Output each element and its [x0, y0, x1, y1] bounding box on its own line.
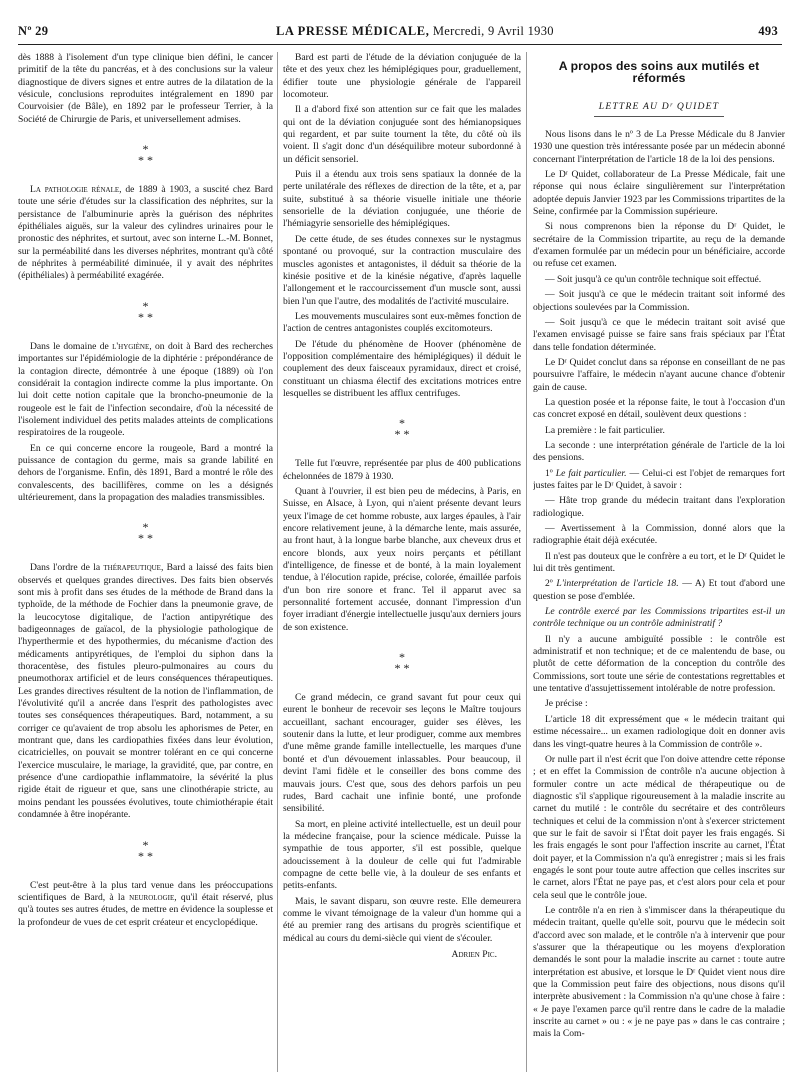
paragraph: Si nous comprenons bien la réponse du Dʳ Quidet, le secrétaire de la Commission tripartite, au reçu de la demande d'examen formulée par un médecin pour un bénéficiaire, accorde ou refuse cet examen. — [533, 221, 785, 270]
paragraph: Le contrôle exercé par les Commissions tripartites est-il un contrôle technique ou un contrôle administratif ? — [533, 606, 785, 630]
paragraph: Le contrôle n'a en rien à s'immiscer dans la thérapeutique du médecin traitant, quelle qu'elle soit, pourvu que le médecin soit d'accord avec son malade, et le contrôle n'a à intervenir que pour s'assurer que la thérapeutique ou les moyens d'exploration demandés le sont pour la maladie inscrite au carnet : toute autre interprétation est abusive, et lorsque le Dʳ Quidet vient nous dire que la Commission peut faire des objections, nous disons qu'il interprète abusivement : la Commission n'a qu'une chose à faire : « Je paye l'examen parce qu'il rentre dans le cadre de la maladie inscrite au carnet » ou : « je ne paye pas » dans le cas contraire ; mais la Com- — [533, 904, 785, 1040]
paragraph: L'article 18 dit expressément que « le médecin traitant qui estime nécessaire... un examen radiologique doit en donner avis dans les vingt-quatre heures à la Commission de contrôle ». — [533, 713, 785, 750]
paragraph — [18, 562, 273, 821]
section-stars: * * * — [138, 142, 153, 168]
paragraph: Je précise : — [545, 698, 588, 710]
paragraph: dès 1888 à l'isolement d'un type clinique bien défini, le cancer primitif de la tête du pancréas, et à des conclusions sur la valeur diagnostique de divers signes et entre autres de la dilatation de la vésicule, conclusions reproduites intégralement en 1890 par Courvoisier (de Bâle), en 1892 par le professeur Terrier, à la Société de Chirurgie de Paris, et universellement admises. — [18, 52, 273, 125]
column-rule — [526, 52, 527, 1072]
paragraph-text: 2º — [545, 578, 557, 590]
paragraph: Ce grand médecin, ce grand savant fut pour ceux qui eurent le bonheur de recevoir ses leçons le Maître toujours accueillant, sachant encourager, guider ses élèves, les soutenir dans la lutte, et leur prodiguer, comme aux membres d'une même grande famille intellectuelle, les marques d'une bonté et d'un dévouement inlassables. Pour beaucoup, il devint l'ami fidèle et le conseiller des bons comme des mauvais jours. C'est que, sous des dehors parfois un peu rudes, Bard cachait une infinie bonté, une profonde sensibilité. — [283, 692, 521, 815]
paragraph: Nous lisons dans le nº 3 de La Presse Médicale du 8 Janvier 1930 une question très intéressante posée par un médecin abonné concernant l'interprétation de l'article 18 de la loi des pensions. — [533, 129, 785, 165]
list-item: — Soit jusqu'à ce que le médecin traitant soit informé des objections soulevées par la Commission. — [533, 289, 785, 313]
paper-name: LA PRESSE MÉDICALE, — [276, 24, 430, 38]
section-stars: * * * — [394, 650, 410, 676]
paragraph: Il a d'abord fixé son attention sur ce fait que les malades qui ont de la déviation conjuguée sont des hémianopsiques qui regardent, et par suite tournent la tête, du côté où ils voient. Il s'agit donc d'un déséquilibre moteur subordonné à un déficit sensoriel. — [283, 104, 521, 165]
paragraph — [18, 880, 273, 929]
section-head: thérapeutique, — [103, 562, 164, 574]
paragraph-text: 1º — [545, 467, 556, 479]
section-head: l'hygiène, — [112, 340, 152, 352]
section-head: La pathologie rénale, — [30, 184, 122, 196]
paragraph: Mais, le savant disparu, son œuvre reste. Elle demeurera comme le vivant témoignage de la valeur d'un homme qui a été au premier rang des artisans du progrès scientifique et médical au cours du demi-siècle qui vient de s'écouler. — [283, 895, 521, 944]
paragraph-text: C'est peut-être à la plus tard venue dans les préoccupations scientifiques de Bard, à la — [18, 879, 273, 903]
section-stars: * * * — [138, 837, 153, 863]
paragraph-text: Bard a laissé des faits bien observés et quelques grandes directives. Des faits bien observés sont mis à profit dans ses études de la méthode de Brand dans la typhoïde, de la méthode de Fochier dans la pneumonie grave, de la leucocytose digitalique, de l'action antipyrétique des badigeonnages de gaïacol, de la physiologie pathologique de l'hyperthermie et des hypothermies, du mécanisme d'action des médicaments antipyrétiques, de l'emploi du siphon dans la thoracentèse, des fistules pleuro-pulmonaires au cours du pneumothorax artificiel et de leurs conséquences thérapeutiques. Les grandes directives résultent de la notion de l'inflammation, de l'évolutivité qu'il a ancrée dans l'esprit des pathologistes avec toutes ses conséquences thérapeutiques. Bard, notamment, a su corriger ce qu'avaient de trop absolu les aphorismes de Peter, en montrant que, dans les cardiopathies fixées dans leur évolution, cicatricielles, on pouvait se montrer tolérant en ce qui concerne l'exercice musculaire, le mariage, la gravidité, que, par contre, en présence d'une cardiopathie inflammatoire, la sévérité la plus rigide était de rigueur et que, sans une clinothérapie stricte, au moins pendant les poussées évolutives, toute chimiothérapie était condamnée à être inopérante. — [18, 562, 273, 821]
list-item: — Soit jusqu'à ce que le médecin traitant soit avisé que l'examen envisagé puisse se faire sans frais spéciaux par l'État dans telle fondation déterminée. — [533, 316, 785, 353]
subtitle-text: LETTRE AU Dʳ QUIDET — [598, 100, 720, 112]
section-stars: * * * — [394, 416, 410, 442]
column-2 — [283, 52, 521, 1076]
paragraph: Il n'est pas douteux que le confrère a eu tort, et le Dʳ Quidet le lui dit très gentiment. — [533, 550, 785, 575]
column-1 — [18, 52, 273, 1076]
paragraph-text: on doit à Bard des recherches importantes sur l'épidémiologie de la diphtérie : prépondérance de la contagion directe, démontrée à une époque (1889) où l'on considérait la contagion indirecte comme la plus importante. On lui doit cette notion capitale que la broncho-pneumonie de la rougeole est le fait de l'infection secondaire, d'où la nécessité de l'isolement individuel des petits malades atteints de complications respiratoires de la rougeole. — [18, 340, 273, 439]
paragraph: La première : le fait particulier. — [545, 424, 665, 436]
issue-number: Nº 29 — [18, 24, 49, 38]
italic-head: L'interprétation de l'article 18. — [556, 578, 679, 590]
issue-date: Mercredi, 9 Avril 1930 — [432, 24, 554, 38]
column-rule — [277, 52, 278, 1072]
paragraph: Le Dʳ Quidet, collaborateur de La Presse Médicale, fait une réponse qui nous éclaire singulièrement sur l'interprétation adoptée depuis Janvier 1923 par les Commissions tripartites de la Seine, confirmée par la Commission supérieure. — [533, 169, 785, 218]
list-item: — Avertissement à la Commission, donné alors que la radiographie était déjà exécutée. — [533, 523, 785, 547]
paragraph-text: de 1889 à 1903, a suscité chez Bard toute une série d'études sur la classification des néphrites, sur la persistance de l'albuminurie après la guérison des néphrites épithéliales aiguës, sur la valeur des cylindres urinaires pour le pronostic des néphrites, et surtout, avec son interne L.-M. Bonnet, sur la perméabilité dans les diverses néphrites, montrant qu'à côté de néphrites à perméabilité diminuée, il y avait des néphrites (épithéliales) à perméabilité exagérée. — [18, 184, 273, 282]
paragraph — [533, 468, 785, 493]
paragraph — [533, 578, 785, 603]
paragraph: La seconde : une interprétation générale de l'article de la loi des pensions. — [533, 439, 785, 464]
paragraph: Telle fut l'œuvre, représentée par plus de 400 publications échelonnées de 1879 à 1930. — [283, 458, 521, 482]
paragraph-text: qu'il était réservé, plus qu'à toutes ses autres études, de mettre en évidence la souplesse et la profondeur de vues de cet esprit créateur et encyclopédique. — [18, 891, 273, 928]
paragraph — [18, 184, 273, 283]
paragraph: Bard est parti de l'étude de la déviation conjuguée de la tête et des yeux chez les hémiplégiques pour, graduellement, édifier toute une physiologie générale de l'appareil locomoteur. — [283, 52, 521, 101]
subtitle-rule — [594, 116, 724, 117]
paragraph-text: Dans l'ordre de la — [30, 562, 104, 574]
list-item: — Soit jusqu'à ce qu'un contrôle technique soit effectué. — [545, 273, 762, 285]
paragraph: De cette étude, de ses études connexes sur le nystagmus spontané ou provoqué, sur la contraction musculaire des muscles agonistes et antagonistes, il déduit sa théorie de la kinésie positive et de la kinésie négative, d'après laquelle l'allongement et le raccourcissement d'un muscle sont, aussi bien l'un que l'autre, des modalités de l'activité musculaire. — [283, 233, 521, 307]
paragraph: Quant à l'ouvrier, il est bien peu de médecins, à Paris, en Suisse, en Alsace, à Lyon, qui n'aient présente devant leurs yeux l'image de cet homme robuste, aux larges épaules, à l'air encore relativement jeune, à la démarche lente, mais assurée, au front haut, à la longue barbe blanche, aux cheveux drus et encore blonds, aux yeux noirs perçants et pétillant d'intelligence, de finesse et de bonté, à la main loyalement tendue, à l'élocution rapide, précise, colorée, émaillée parfois d'un bon rire sonore et franc. Tel il apparut avec sa personnalité fortement accusée, donnant l'impression d'un foyer irradiant d'énergie intellectuelle jusqu'aux derniers jours de son existence. — [283, 485, 521, 633]
running-title — [276, 24, 554, 39]
paragraph-text: — A) Et tout d'abord une question se pose d'emblée. — [533, 578, 785, 602]
paragraph: La question posée et la réponse faite, le tout à l'occasion d'un cas concret exposé en détail, soulèvent deux questions : — [533, 396, 785, 421]
paragraph-text: Dans le domaine de — [30, 340, 113, 352]
italic-head: Le fait particulier. — [555, 467, 627, 479]
paragraph-text: — Celui-ci est l'objet de remarques fort justes faites par le Dʳ Quidet, à savoir : — [533, 467, 785, 491]
section-head: neurologie, — [129, 891, 177, 903]
list-item: — Hâte trop grande du médecin traitant dans l'exploration radiologique. — [533, 495, 785, 519]
article-title: A propos des soins aux mutilés et réformés — [558, 59, 760, 86]
paragraph: Le Dʳ Quidet conclut dans sa réponse en conseillant de ne pas poursuivre l'affaire, le médecin n'ayant aucune chance d'obtenir gain de cause. — [533, 356, 785, 393]
paragraph: Or nulle part il n'est écrit que l'on doive attendre cette réponse ; et en effet la Commission de contrôle n'a aucune objection à formuler contre un acte médical de thérapeutique ou de diagnostic s'il s'applique rigoureusement à la maladie inscrite au carnet du mutilé : le contrôle du secrétaire et des contrôleurs techniques et celui de la commission n'ont à s'exercer strictement que sur le fait de savoir si l'État doit payer les frais engagés. Si les frais engagés le sont pour l'affection inscrite au carnet, l'État doit payer, et la Commission n'a qu'à enregistrer ; mais si les frais engagés le sont pour toute autre affection que celles inscrites sur le carnet, alors l'État ne paye pas, et c'est alors pour cela et pour cela seul que le contrôle joue. — [533, 753, 785, 901]
column-3 — [533, 52, 785, 1076]
page-header — [18, 22, 782, 44]
paragraph: Puis il a étendu aux trois sens spatiaux la donnée de la perte unilatérale des réflexes de direction de la tête, et a, par suite, substitué à sa théorie visuelle initiale une théorie sensorielle de la déviation conjuguée, une théorie de l'hémiagyrie sensorielle des hémiplégiques. — [283, 169, 521, 230]
author-signature: Adrien Pic. — [451, 948, 497, 960]
paragraph: Sa mort, en pleine activité intellectuelle, est un deuil pour la médecine française, pour la science médicale. Puisse la sympathie de tous apporter, s'il est possible, quelque adoucissement à la douleur de celle qui fut l'admirable compagne de cette belle vie, à la douleur de ses enfants et petits-enfants. — [283, 818, 521, 892]
section-stars: * * * — [138, 520, 153, 546]
paragraph: En ce qui concerne encore la rougeole, Bard a montré la puissance de contagion du germe, mais sa grande labilité en dehors de l'organisme. Enfin, dès 1891, Bard a montré le rôle des convalescents, des bacillifères, comme on les a désignés ultérieurement, dans la propagation des maladies transmissibles. — [18, 442, 273, 503]
paragraph — [18, 341, 273, 440]
paragraph: Il n'y a aucune ambiguïté possible : le contrôle est administratif et non technique; et de ce malentendu de base, ou plutôt de cette déformation de la conception du contrôle des Commissions, sort toute une série de contestations regrettables et une tentative d'assujettissement intolérable de notre profession. — [533, 633, 785, 695]
section-stars: * * * — [138, 298, 153, 324]
paragraph: Les mouvements musculaires sont eux-mêmes fonction de l'action de centres antagonistes couplés excitomoteurs. — [283, 310, 521, 335]
article-subtitle — [533, 101, 785, 117]
paragraph: De l'étude du phénomène de Hoover (phénomène de l'opposition complémentaire des hémiplégiques) il déduit le couplement des deux faisceaux pyramidaux, direct et croisé, constituant un chiasma électif des excitations motrices entre lesquelles se distribuent les afflux centrifuges. — [283, 338, 521, 399]
page-number: 493 — [758, 24, 778, 38]
header-rule — [18, 44, 782, 45]
